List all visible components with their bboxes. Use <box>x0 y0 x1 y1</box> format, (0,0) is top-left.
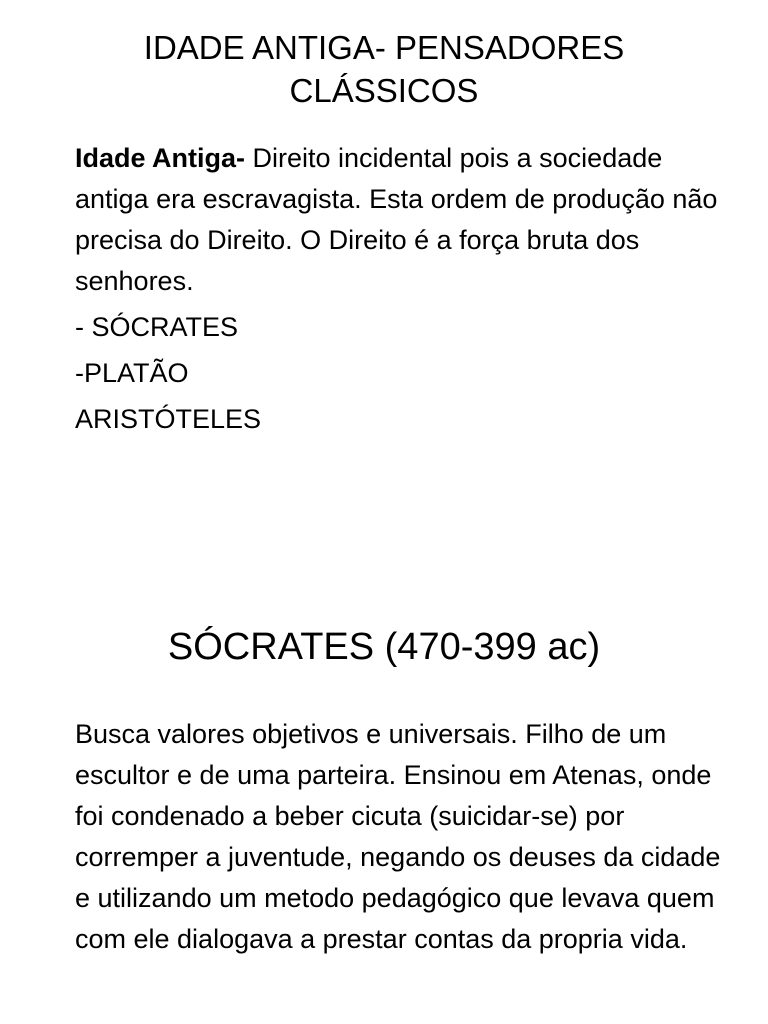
slide-idade-antiga <box>0 0 768 500</box>
title-line-2: CLÁSSICOS <box>289 72 479 109</box>
slide-title <box>60 26 708 112</box>
intro-term: Idade Antiga- <box>75 143 246 173</box>
list-item-aristoteles: ARISTÓTELES <box>75 404 262 434</box>
intro-text: Direito incidental pois a sociedade antiga era escravagista. Esta ordem de produção não precisa do Direito. O Direito é a força bruta dos senhores. <box>75 143 718 296</box>
list-item-platao: -PLATÃO <box>75 358 189 388</box>
slide-socrates <box>0 600 768 1024</box>
intro-paragraph <box>75 138 725 302</box>
title-line-1: IDADE ANTIGA- PENSADORES <box>143 29 625 66</box>
slide-title: SÓCRATES (470-399 ac) <box>167 626 601 668</box>
slide-body <box>75 138 725 440</box>
slide-body <box>75 714 735 960</box>
socrates-paragraph: Busca valores objetivos e universais. Filho de um escultor e de uma parteira. Ensinou em Atenas, onde foi condenado a beber cicuta (suicidar-se) por corremper a juventude, negando os deuses da cidade e utilizando um metodo pedagógico que levava quem com ele dialogava a prestar contas da propria vida. <box>75 719 721 954</box>
list-item-socrates: - SÓCRATES <box>75 312 239 342</box>
